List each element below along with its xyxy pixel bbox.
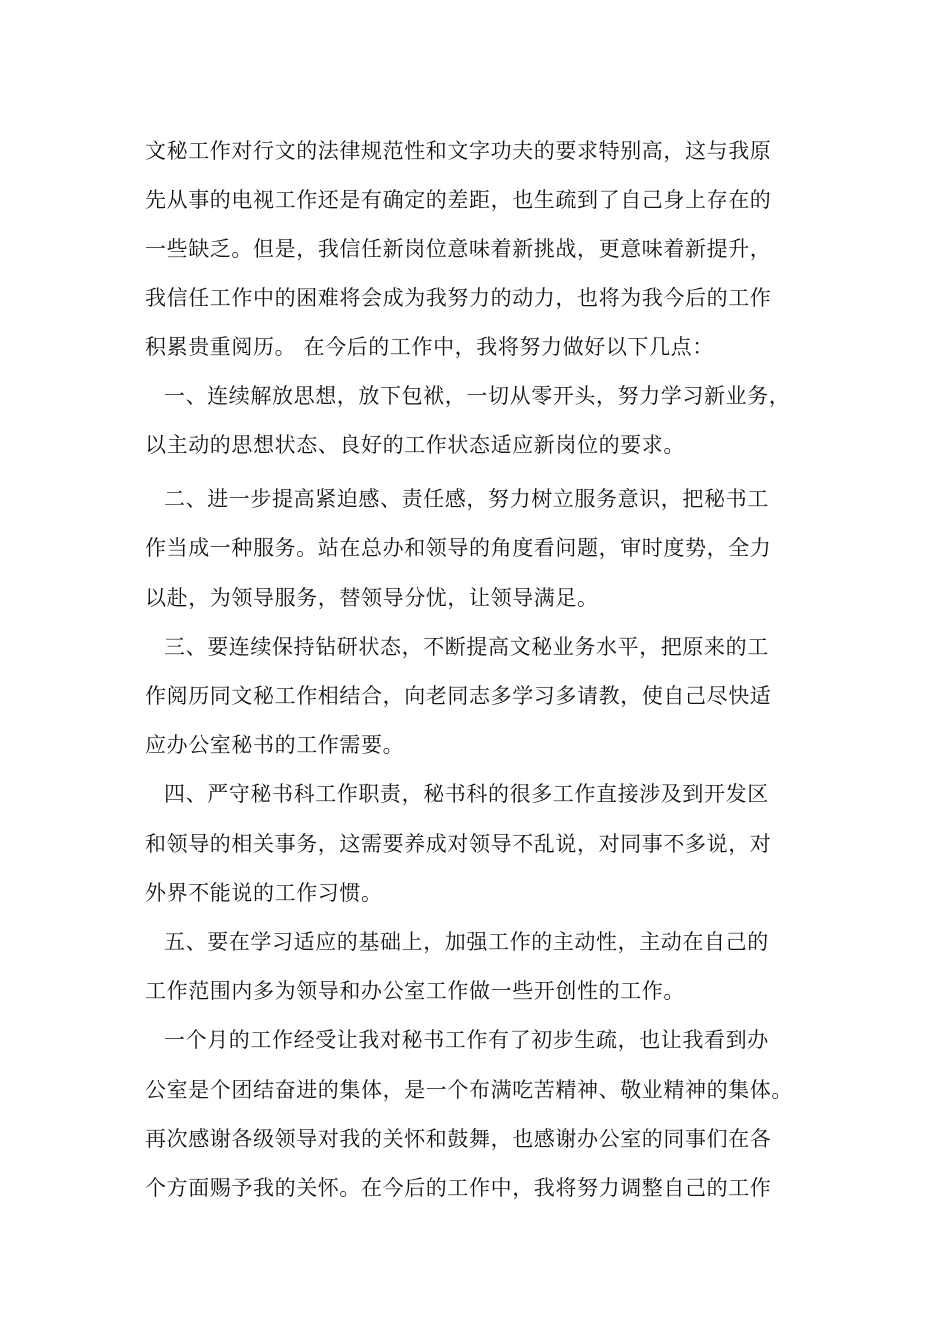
- text-line: 文秘工作对行文的法律规范性和文字功夫的要求特别高，这与我原: [145, 139, 772, 163]
- text-line: 五、要在学习适应的基础上，加强工作的主动性，主动在自己的: [164, 930, 769, 954]
- text-line: 以赴，为领导服务，替领导分忧，让领导满足。: [145, 586, 599, 610]
- text-line: 一些缺乏。但是，我信任新岗位意味着新挑战，更意味着新提升，: [145, 237, 772, 261]
- text-line: 外界不能说的工作习惯。: [145, 881, 383, 905]
- text-line: 公室是个团结奋进的集体，是一个布满吃苦精神、敬业精神的集体。: [145, 1078, 793, 1102]
- text-line: 我信任工作中的困难将会成为我努力的动力，也将为我今后的工作: [145, 286, 772, 310]
- text-line: 应办公室秘书的工作需要。: [145, 733, 405, 757]
- text-line: 四、严守秘书科工作职责，秘书科的很多工作直接涉及到开发区: [164, 782, 769, 806]
- text-line: 以主动的思想状态、良好的工作状态适应新岗位的要求。: [145, 433, 685, 457]
- text-line: 作当成一种服务。站在总办和领导的角度看问题，审时度势，全力: [145, 536, 772, 560]
- text-line: 三、要连续保持钻研状态，不断提高文秘业务水平，把原来的工: [164, 635, 769, 659]
- text-line: 一个月的工作经受让我对秘书工作有了初步生疏，也让我看到办: [164, 1028, 769, 1052]
- text-line: 工作范围内多为领导和办公室工作做一些开创性的工作。: [145, 979, 685, 1003]
- text-line: 再次感谢各级领导对我的关怀和鼓舞，也感谢办公室的同事们在各: [145, 1127, 772, 1151]
- text-line: 和领导的相关事务，这需要养成对领导不乱说，对同事不多说，对: [145, 832, 772, 856]
- text-line: 先从事的电视工作还是有确定的差距，也生疏到了自己身上存在的: [145, 188, 772, 212]
- text-line: 一、连续解放思想，放下包袱，一切从零开头，努力学习新业务，: [164, 384, 791, 408]
- text-line: 二、进一步提高紧迫感、责任感，努力树立服务意识，把秘书工: [164, 487, 769, 511]
- text-line: 个方面赐予我的关怀。在今后的工作中，我将努力调整自己的工作: [145, 1176, 772, 1200]
- text-line: 积累贵重阅历。 在今后的工作中，我将努力做好以下几点：: [145, 335, 714, 359]
- text-line: 作阅历同文秘工作相结合，向老同志多学习多请教，使自己尽快适: [145, 684, 772, 708]
